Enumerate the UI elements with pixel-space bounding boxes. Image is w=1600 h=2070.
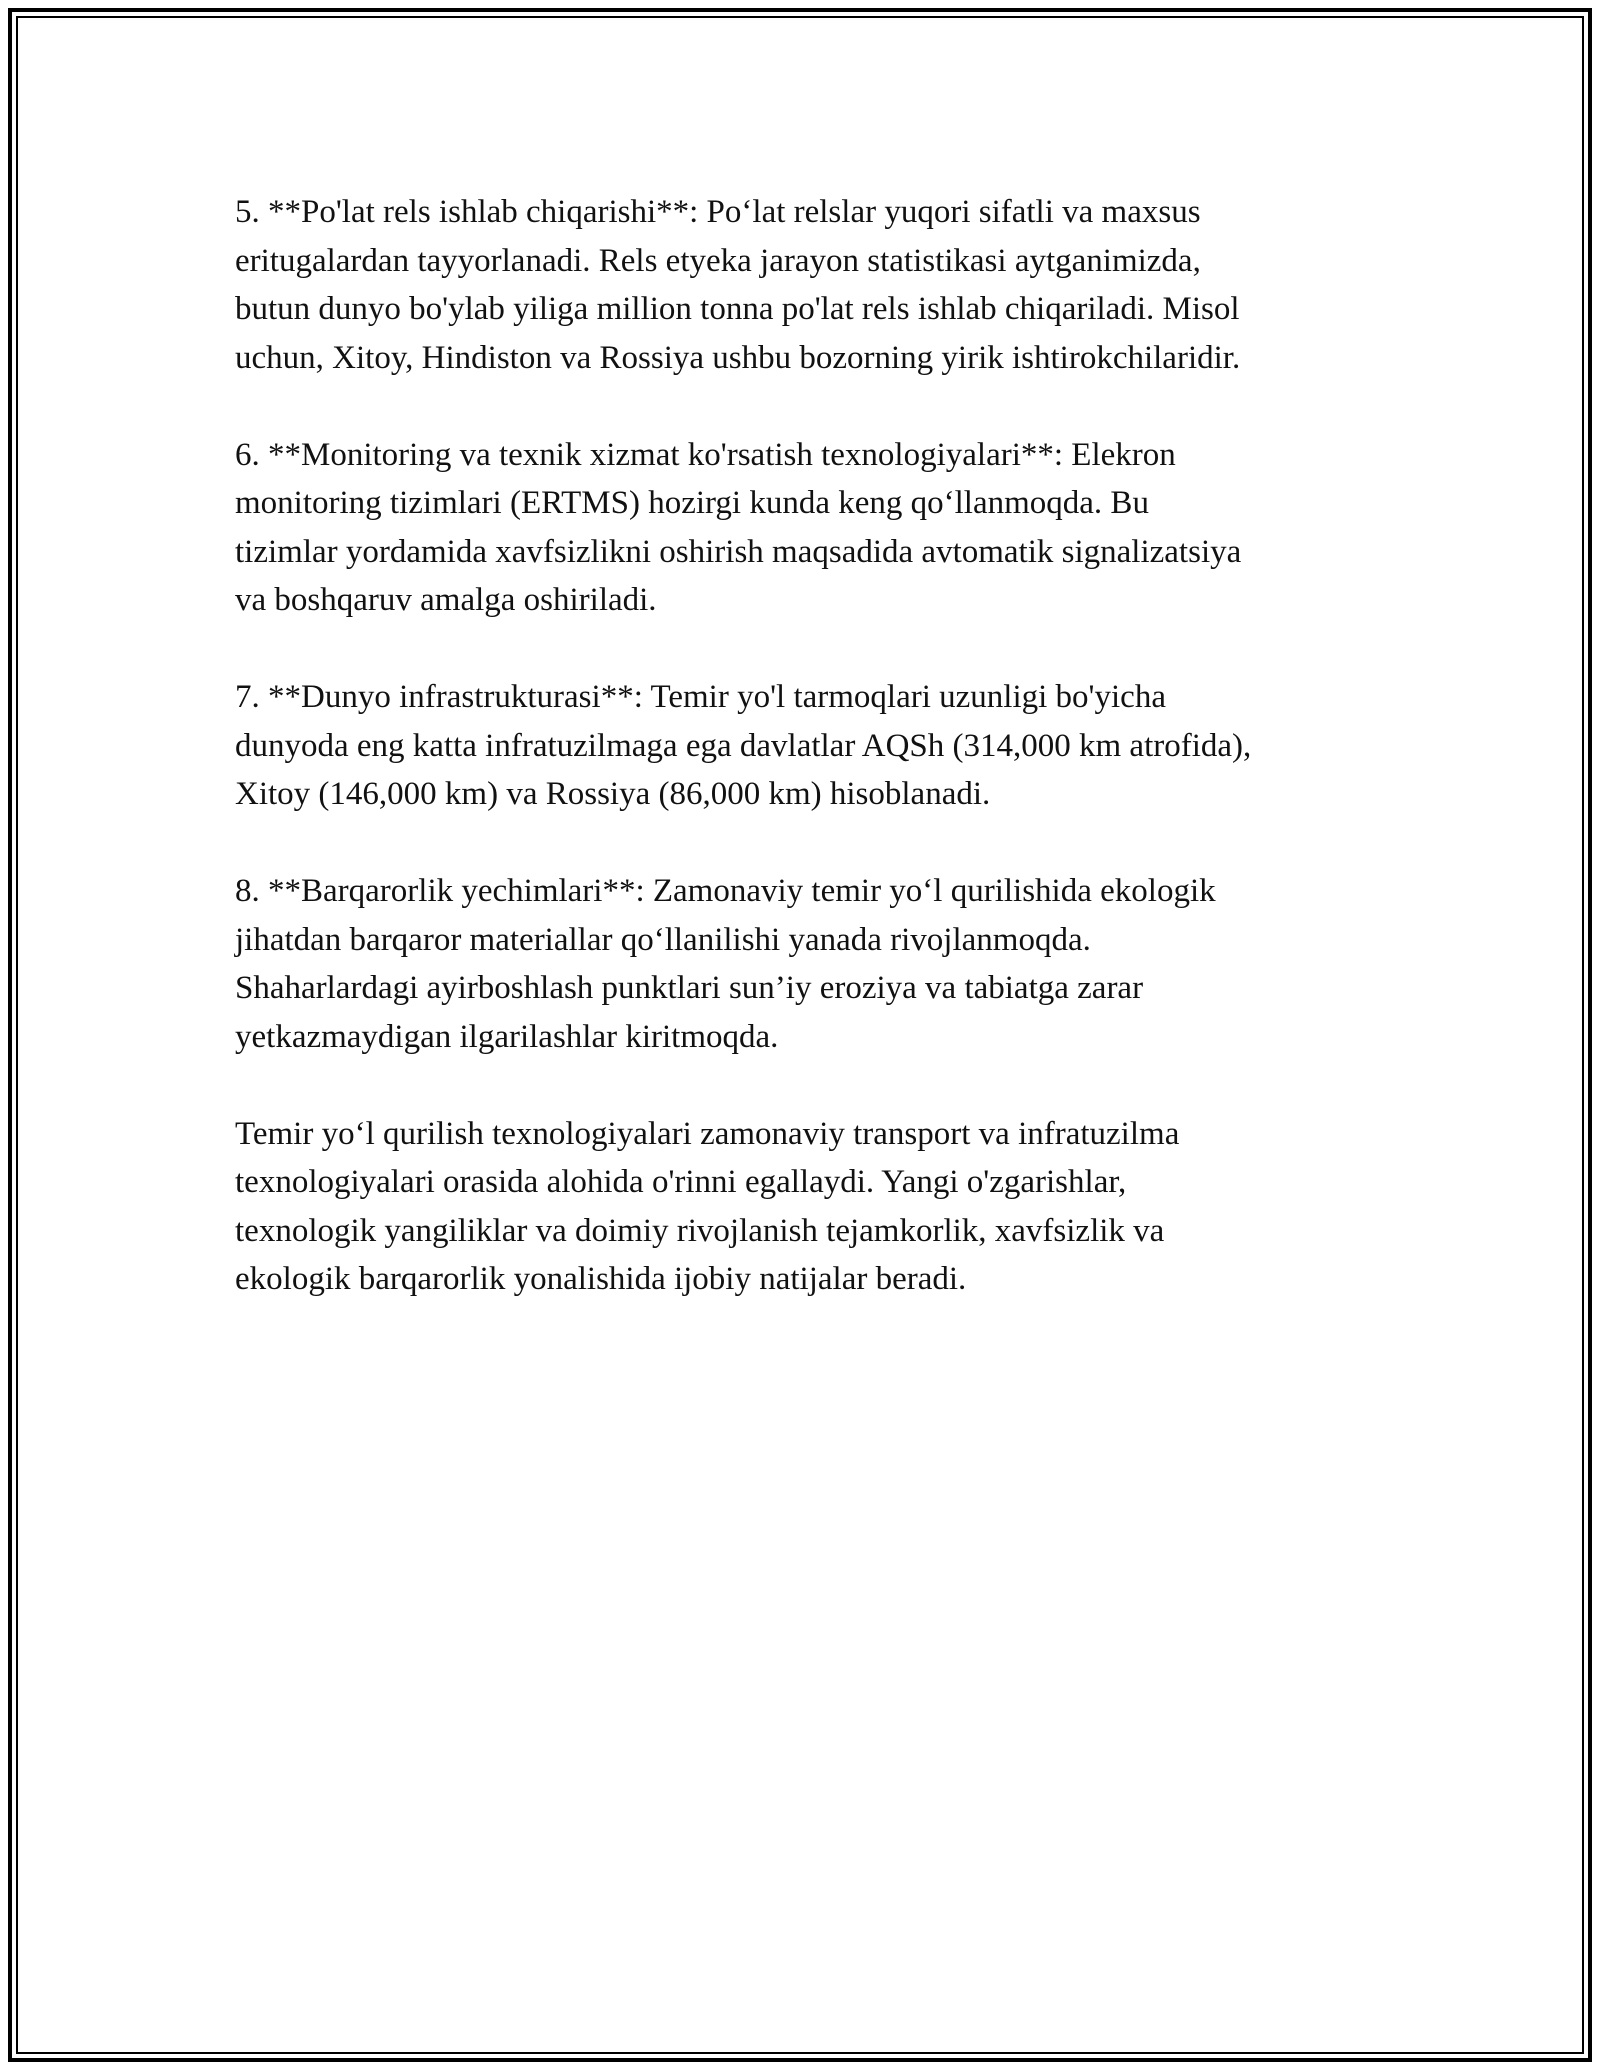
paragraph-sustainability-solutions: 8. **Barqarorlik yechimlari**: Zamonaviy temir yo‘l qurilishida ekologik jihatdan barqaror materiallar qo‘llanilishi yanada rivojlanmoqda. Shaharlardagi ayirboshlash punktlari sun’iy eroziya va tabiatga zarar yetkazmaydigan ilgarilashlar kiritmoqda.: [235, 873, 1216, 1055]
paragraph-monitoring-technologies: 6. **Monitoring va texnik xizmat ko'rsatish texnologiyalari**: Elekron monitoring tizimlari (ERTMS) hozirgi kunda keng qo‘llanmoqda. Bu tizimlar yordamida xavfsizlikni oshirish maqsadida avtomatik signalizatsiya va boshqaruv amalga oshiriladi.: [235, 436, 1242, 618]
document-body: [235, 188, 1385, 1304]
paragraph-steel-rail-production: 5. **Po'lat rels ishlab chiqarishi**: Po‘lat relslar yuqori sifatli va maxsus eritugalardan tayyorlanadi. Rels etyeka jarayon statistikasi aytganimizda, butun dunyo bo'ylab yiliga million tonna po'lat rels ishlab chiqariladi. Misol uchun, Xitoy, Hindiston va Rossiya ushbu bozorning yirik ishtirokchilaridir.: [235, 194, 1241, 376]
paragraph-conclusion: Temir yo‘l qurilish texnologiyalari zamonaviy transport va infratuzilma texnologiyalari orasida alohida o'rinni egallaydi. Yangi o'zgarishlar, texnologik yangiliklar va doimiy rivojlanish tejamkorlik, xavfsizlik va ekologik barqarorlik yonalishida ijobiy natijalar beradi.: [235, 1115, 1180, 1297]
paragraph-world-infrastructure: 7. **Dunyo infrastrukturasi**: Temir yo'l tarmoqlari uzunligi bo'yicha dunyoda eng katta infratuzilmaga ega davlatlar AQSh (314,000 km atrofida), Xitoy (146,000 km) va Rossiya (86,000 km) hisoblanadi.: [235, 679, 1252, 812]
